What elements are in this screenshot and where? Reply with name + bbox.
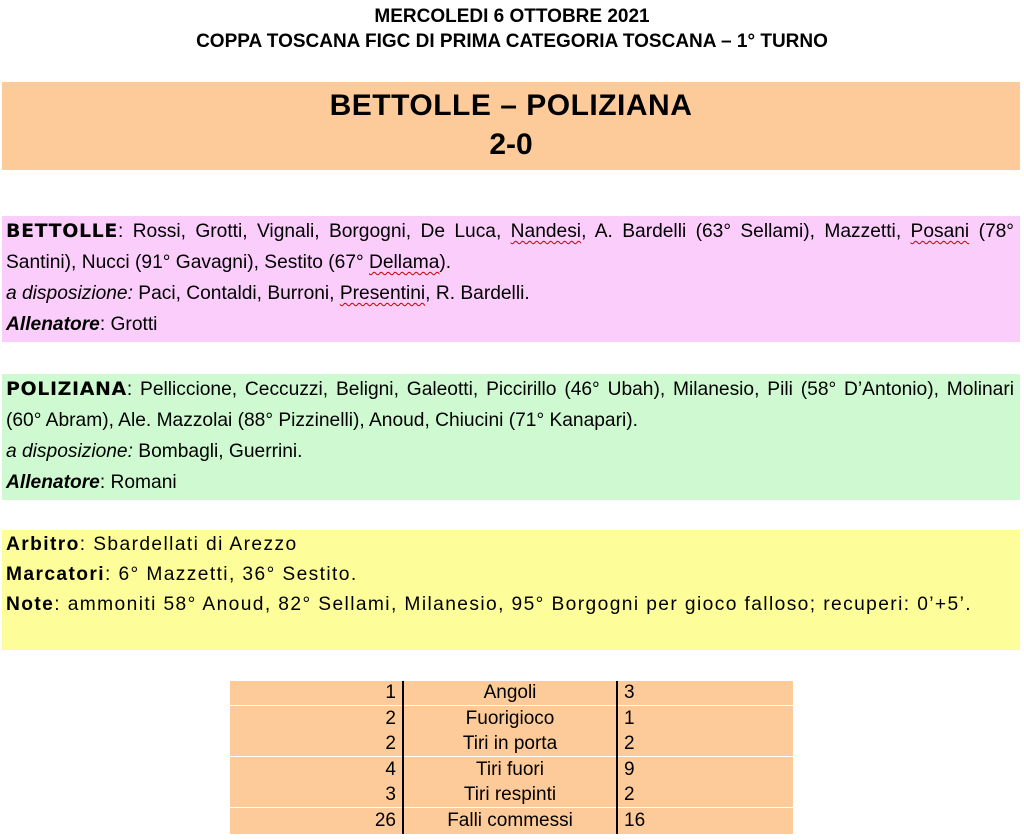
spellcheck-word: Posani [910,221,970,242]
home-stat: 4 [230,757,403,783]
spellcheck-word: Dellama [369,252,440,273]
table-row [230,732,793,758]
table-row [230,706,793,732]
competition-title: COPPA TOSCANA FIGC DI PRIMA CATEGORIA TOSCANA – 1° TURNO [196,31,828,52]
home-lineup [6,216,1014,278]
home-stat: 2 [230,732,403,758]
away-bench-text: Bombagli, Guerrini. [132,441,303,462]
home-bench-part: , R. Bardelli. [425,283,530,304]
notes-label: Note [6,594,55,615]
home-sep: : [117,221,133,242]
home-stat: 2 [230,706,403,732]
home-stat: 26 [230,808,403,834]
match-teams: BETTOLLE – POLIZIANA [329,89,693,122]
away-team-block [2,374,1020,500]
stats-table [230,681,793,834]
home-coach [6,309,1014,340]
stat-label: Falli commessi [403,808,617,834]
away-stat: 3 [617,681,793,706]
home-lineup-part: , A. Bardelli (63° Sellami), Mazzetti, [581,221,911,242]
away-coach [6,467,1014,498]
home-team-block [2,216,1020,342]
away-sep: : [126,379,141,400]
stat-label: Tiri fuori [403,757,617,783]
stat-label: Angoli [403,681,617,706]
referee-label: Arbitro [6,534,80,555]
match-date: MERCOLEDI 6 OTTOBRE 2021 [374,6,650,27]
home-lineup-part: Rossi, Grotti, Vignali, Borgogni, De Luca, [132,221,511,242]
scorers-label: Marcatori [6,564,105,585]
away-stat: 16 [617,808,793,834]
table-row [230,783,793,809]
home-team-name: BETTOLLE [6,220,118,242]
notes-value: : ammoniti 58° Anoud, 82° Sellami, Milanesio, 95° Borgogni per gioco falloso; recuperi: 0’+5’. [54,594,973,615]
home-bench [6,278,1014,309]
away-lineup-text: Pelliccione, Ceccuzzi, Beligni, Galeotti, Piccirillo (46° Ubah), Milanesio, Pili (58° D’Antonio), Molinari (60° Abram), Ale. Mazzolai (88° Pizzinelli), Anoud, Chiucini (71° Kanapari). [6,379,1014,431]
home-bench-part: Paci, Contaldi, Burroni, [132,283,340,304]
match-info-block [2,530,1020,650]
match-banner [2,82,1020,170]
away-coach-label: Allenatore [6,472,100,493]
home-bench-label: a disposizione: [6,283,133,304]
table-row [230,681,793,706]
away-team-name: POLIZIANA [6,378,127,400]
away-stat: 2 [617,732,793,758]
away-stat: 9 [617,757,793,783]
away-bench-label: a disposizione: [6,441,133,462]
home-stat: 1 [230,681,403,706]
spellcheck-word: Nandesi [510,221,582,242]
away-stat: 2 [617,783,793,809]
table-row [230,757,793,783]
table-row [230,808,793,834]
scorers-value: : 6° Mazzetti, 36° Sestito. [104,564,358,585]
away-bench [6,436,1014,467]
home-coach-name: : Grotti [99,314,158,335]
away-stat: 1 [617,706,793,732]
stat-label: Tiri respinti [403,783,617,809]
match-score: 2-0 [489,128,533,161]
scorers-line [6,560,1014,590]
home-lineup-part: (78° Santini), Nucci (91° Gavagni), Sestito (67° [6,221,1014,273]
referee-value: : Sbardellati di Arezzo [79,534,298,555]
away-coach-name: : Romani [99,472,177,493]
referee-line [6,530,1014,560]
stat-label: Fuorigioco [403,706,617,732]
away-lineup [6,374,1014,436]
stat-label: Tiri in porta [403,732,617,758]
home-stat: 3 [230,783,403,809]
home-lineup-part: ). [439,252,452,273]
spellcheck-word: Presentini [339,283,426,304]
home-coach-label: Allenatore [6,314,100,335]
notes-line [6,590,1014,620]
